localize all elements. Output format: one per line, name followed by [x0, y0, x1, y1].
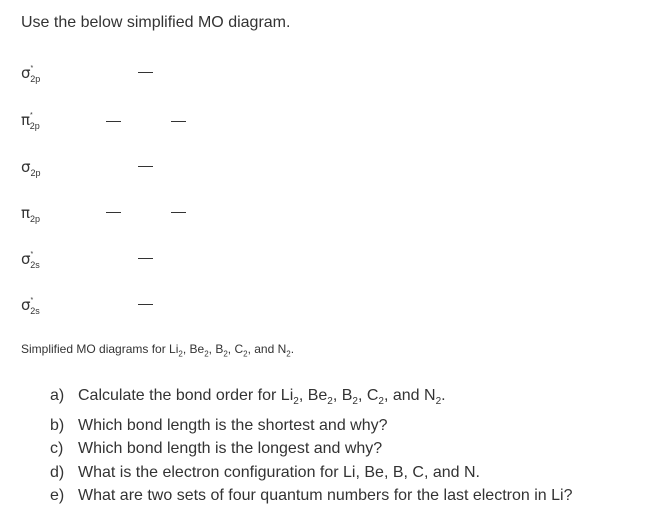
- caption-sep: ,: [208, 342, 216, 356]
- caption-sep: ,: [182, 342, 190, 356]
- question-sub: 2: [352, 396, 358, 408]
- mo-star: *: [30, 297, 34, 304]
- mo-subscript: 2p: [30, 214, 41, 224]
- caption-b: B: [215, 342, 224, 356]
- diagram-caption: [21, 342, 294, 358]
- question-text: What is the electron configuration for Li, Be, B, C, and N.: [78, 463, 480, 481]
- question-letter: a): [50, 387, 65, 404]
- question-letter: c): [50, 440, 64, 458]
- caption-sep: ,: [227, 342, 235, 356]
- question-list: [50, 384, 572, 508]
- question-d: [50, 461, 572, 485]
- question-text: Calculate the bond order for Li: [78, 387, 294, 404]
- caption-be: Be: [189, 342, 205, 356]
- question-e: [50, 484, 572, 508]
- question-text: What are two sets of four quantum numbers for the last electron in Li?: [78, 487, 573, 505]
- caption-n-sub: 2: [286, 349, 291, 359]
- question-a: [50, 384, 572, 414]
- question-text: , C: [357, 387, 379, 404]
- question-sub: 2: [327, 396, 333, 408]
- question-sub: 2: [435, 396, 442, 408]
- mo-symbol: σ: [21, 64, 31, 82]
- mo-subscript: 2s: [30, 306, 40, 316]
- page-heading: Use the below simplified MO diagram.: [21, 14, 291, 31]
- mo-subscript: 2p: [29, 121, 40, 131]
- caption-c: C: [234, 342, 244, 356]
- mo-star: *: [30, 112, 33, 119]
- caption-li: Li: [169, 342, 179, 356]
- question-text: , B: [332, 387, 353, 404]
- mo-subscript: 2p: [30, 74, 41, 84]
- mo-symbol: σ: [21, 158, 31, 176]
- question-letter: b): [50, 416, 65, 434]
- question-letter: e): [50, 487, 65, 505]
- mo-label-pi-star-2p: [21, 111, 40, 129]
- energy-level-pi-star-2p-right: [171, 121, 186, 122]
- question-text: , Be: [298, 387, 328, 404]
- caption-and: , and: [247, 342, 278, 356]
- question-b: [50, 414, 572, 438]
- question-text: .: [441, 387, 446, 404]
- question-text: , and N: [383, 387, 436, 404]
- mo-star: *: [30, 65, 34, 72]
- energy-level-sigma-star-2s-upper: [138, 258, 153, 259]
- caption-c-sub: 2: [243, 349, 248, 359]
- question-sub: 2: [378, 396, 384, 408]
- energy-level-sigma-2p: [138, 166, 153, 167]
- caption-li-sub: 2: [178, 349, 183, 359]
- mo-label-sigma-star-2s-upper: [21, 250, 40, 268]
- mo-label-sigma-star-2p: [21, 64, 40, 82]
- caption-prefix: Simplified MO diagrams for: [21, 342, 170, 356]
- mo-label-sigma-star-2s-lower: [21, 296, 40, 314]
- question-c: [50, 437, 572, 461]
- energy-level-pi-2p-left: [106, 212, 121, 213]
- question-letter: d): [50, 463, 65, 481]
- caption-be-sub: 2: [204, 349, 209, 359]
- mo-symbol: π: [21, 111, 31, 129]
- energy-level-sigma-star-2p: [138, 72, 153, 73]
- mo-subscript: 2p: [30, 168, 41, 178]
- caption-b-sub: 2: [223, 349, 228, 359]
- mo-star: *: [30, 251, 34, 258]
- caption-n: N: [277, 342, 287, 356]
- question-sub: 2: [293, 396, 299, 408]
- energy-level-pi-star-2p-left: [106, 121, 121, 122]
- mo-symbol: σ: [21, 296, 31, 314]
- question-text: Which bond length is the shortest and why?: [78, 416, 388, 434]
- mo-label-sigma-2p: [21, 158, 41, 176]
- mo-symbol: π: [21, 204, 31, 222]
- mo-subscript: 2s: [30, 260, 40, 270]
- energy-level-pi-2p-right: [171, 212, 186, 213]
- energy-level-sigma-star-2s-lower: [138, 304, 153, 305]
- mo-label-pi-2p: [21, 204, 40, 222]
- mo-symbol: σ: [21, 250, 31, 268]
- caption-end: .: [290, 342, 295, 356]
- question-text: Which bond length is the longest and why?: [78, 440, 383, 458]
